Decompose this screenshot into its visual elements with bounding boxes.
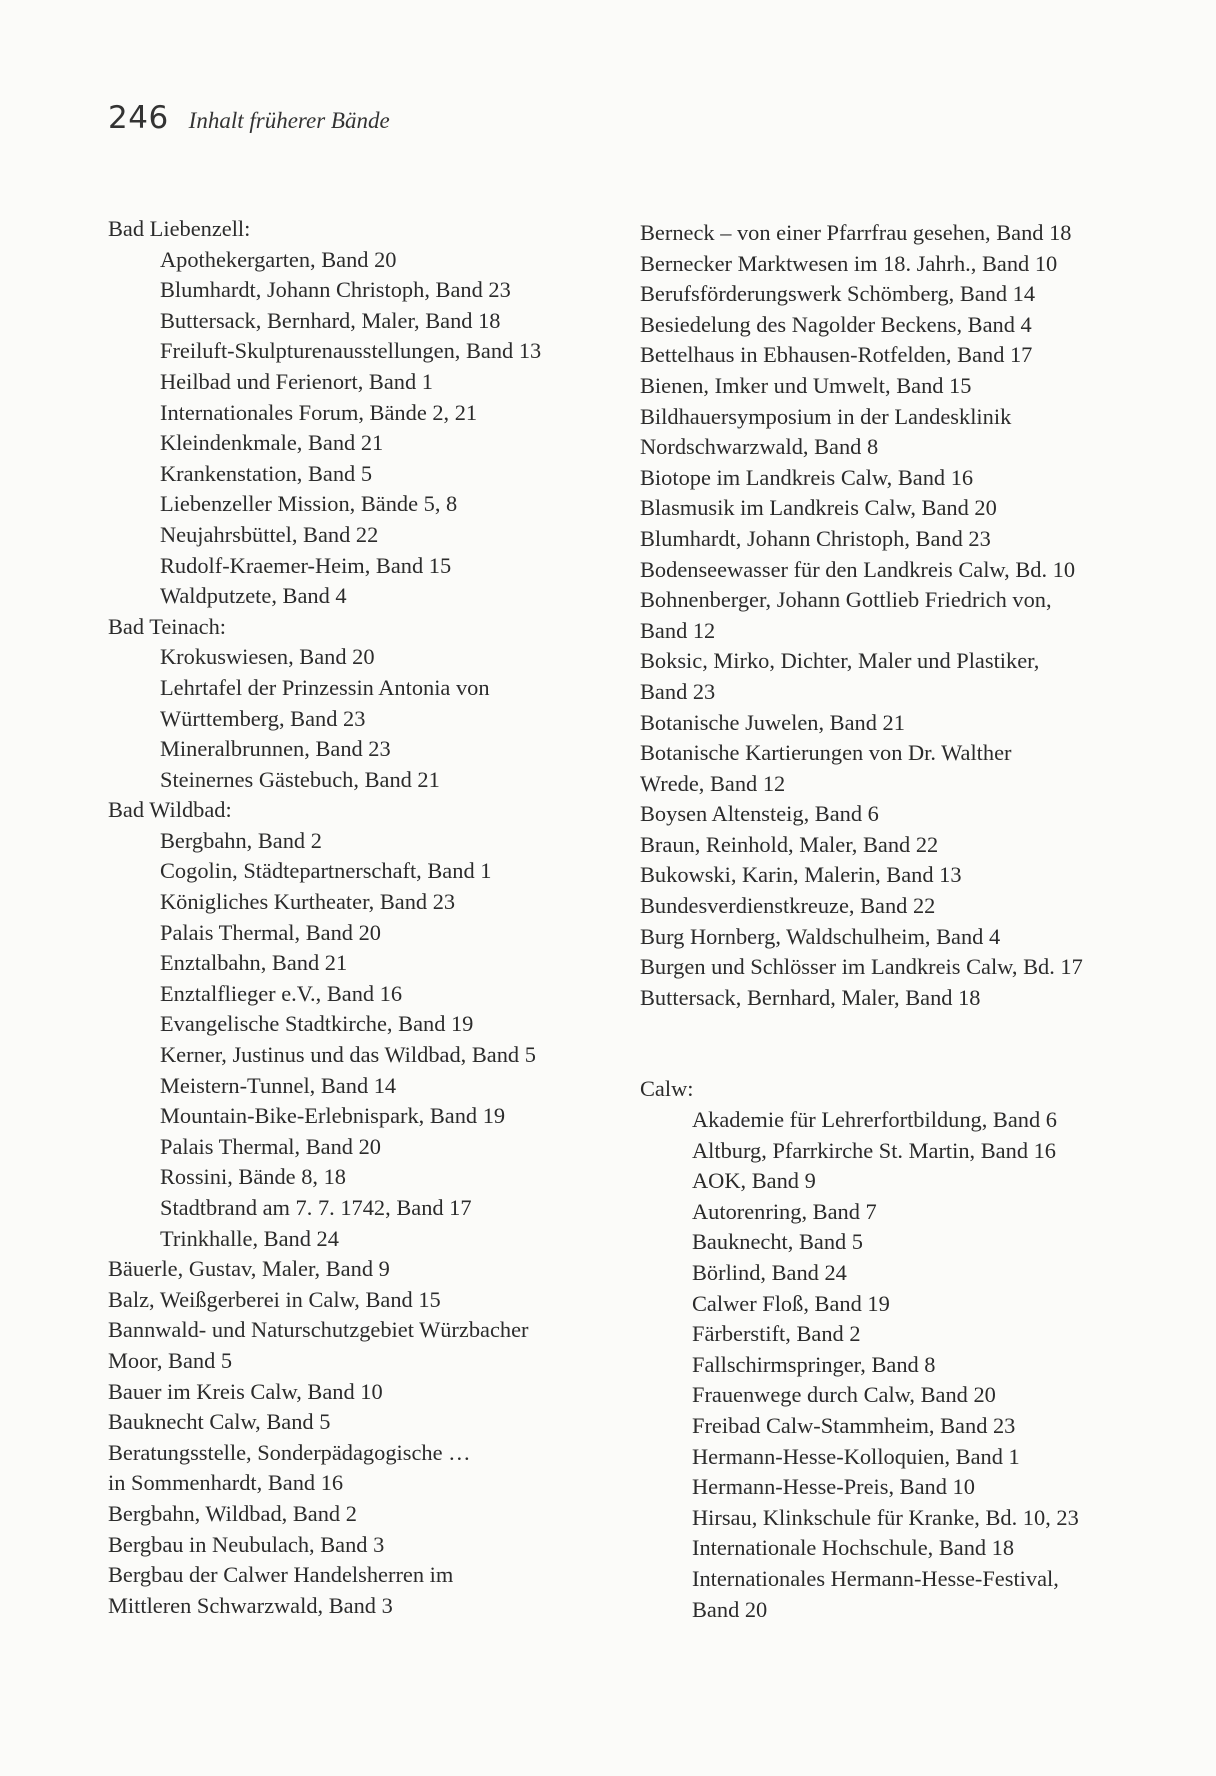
index-entry: Bukowski, Karin, Malerin, Band 13 (640, 862, 962, 888)
index-entry: Buttersack, Bernhard, Maler, Band 18 (640, 984, 981, 1010)
index-subentry: Färberstift, Band 2 (692, 1321, 861, 1347)
index-entry: Berneck – von einer Pfarrfrau gesehen, Band 18 (640, 220, 1072, 245)
index-subentry: Hermann-Hesse-Kolloquien, Band 1 (692, 1443, 1020, 1469)
index-entry: Biotope im Landkreis Calw, Band 16 (640, 464, 974, 490)
index-subentry: Autorenring, Band 7 (692, 1198, 877, 1224)
index-subentry: Cogolin, Städtepartnerschaft, Band 1 (160, 858, 492, 884)
index-entry: Burgen und Schlösser im Landkreis Calw, Bd. 17 (640, 954, 1083, 980)
index-subentry: Königliches Kurtheater, Band 23 (160, 889, 456, 915)
index-entry: Nordschwarzwald, Band 8 (640, 434, 879, 460)
running-title: Inhalt früherer Bände (188, 108, 390, 133)
index-entry: Bildhauersymposium in der Landesklinik (640, 403, 1012, 429)
index-subentry: Mountain-Bike-Erlebnispark, Band 19 (160, 1103, 506, 1129)
index-subentry: Krankenstation, Band 5 (160, 460, 373, 486)
index-entry: Bäuerle, Gustav, Maler, Band 9 (108, 1256, 390, 1282)
index-entry: Moor, Band 5 (108, 1347, 233, 1373)
index-entry: Wrede, Band 12 (640, 770, 786, 796)
right-index-column (640, 218, 1160, 1625)
index-subentry: Waldputzete, Band 4 (160, 583, 347, 609)
index-entry: Bannwald- und Naturschutzgebiet Würzbacher (108, 1317, 529, 1343)
index-subentry: Börlind, Band 24 (692, 1260, 847, 1285)
index-subentry: Bergbahn, Band 2 (160, 827, 322, 853)
index-entry: Band 23 (640, 678, 716, 704)
index-entry: Braun, Reinhold, Maler, Band 22 (640, 831, 939, 857)
index-entry: Bienen, Imker und Umwelt, Band 15 (640, 372, 972, 398)
index-subentry: Meistern-Tunnel, Band 14 (160, 1072, 397, 1098)
index-entry: Bergbau der Calwer Handelsherren im (108, 1562, 454, 1588)
index-subentry: Krokuswiesen, Band 20 (160, 644, 375, 670)
index-entry: in Sommenhardt, Band 16 (108, 1470, 344, 1496)
index-subentry: Enztalbahn, Band 21 (160, 950, 348, 976)
index-entry: Bad Liebenzell: (108, 216, 251, 241)
index-subentry: Kleindenkmale, Band 21 (160, 430, 384, 456)
index-entry: Balz, Weißgerberei in Calw, Band 15 (108, 1286, 441, 1312)
index-subentry: Akademie für Lehrerfortbildung, Band 6 (692, 1107, 1057, 1133)
index-entry: Bettelhaus in Ebhausen-Rotfelden, Band 17 (640, 342, 1033, 368)
index-subentry: Evangelische Stadtkirche, Band 19 (160, 1011, 474, 1037)
index-subentry: Enztalflieger e.V., Band 16 (160, 980, 403, 1006)
index-entry: Mittleren Schwarzwald, Band 3 (108, 1592, 393, 1618)
index-entry: Berufsförderungswerk Schömberg, Band 14 (640, 281, 1036, 307)
index-subentry: Trinkhalle, Band 24 (160, 1225, 339, 1251)
index-entry: Bergbau in Neubulach, Band 3 (108, 1531, 385, 1557)
index-entry: Bergbahn, Wildbad, Band 2 (108, 1500, 357, 1526)
index-subentry: Band 20 (692, 1596, 768, 1622)
index-subentry: Palais Thermal, Band 20 (160, 919, 381, 945)
left-index-column (108, 214, 608, 1621)
index-entry: Band 12 (640, 617, 716, 643)
index-subentry: Mineralbrunnen, Band 23 (160, 736, 391, 762)
index-subentry: Heilbad und Ferienort, Band 1 (160, 368, 433, 394)
index-entry: Bauer im Kreis Calw, Band 10 (108, 1378, 383, 1404)
index-subentry: Internationales Hermann-Hesse-Festival, (692, 1565, 1059, 1591)
index-entry: Besiedelung des Nagolder Beckens, Band 4 (640, 311, 1032, 337)
index-subentry: Internationales Forum, Bände 2, 21 (160, 399, 478, 425)
index-entry: Boysen Altensteig, Band 6 (640, 801, 879, 827)
index-subentry: Steinernes Gästebuch, Band 21 (160, 766, 440, 792)
index-subentry: AOK, Band 9 (692, 1168, 816, 1194)
index-entry: Blumhardt, Johann Christoph, Band 23 (640, 525, 991, 551)
index-entry: Blasmusik im Landkreis Calw, Band 20 (640, 495, 997, 521)
index-entry: Bad Wildbad: (108, 797, 232, 823)
index-entry: Bernecker Marktwesen im 18. Jahrh., Band 10 (640, 250, 1058, 276)
index-entry: Botanische Juwelen, Band 21 (640, 709, 905, 735)
index-entry: Beratungsstelle, Sonderpädagogische … (108, 1439, 471, 1465)
index-subentry: Rossini, Bände 8, 18 (160, 1164, 346, 1190)
index-subentry: Freibad Calw-Stammheim, Band 23 (692, 1412, 1016, 1438)
index-entry: Bohnenberger, Johann Gottlieb Friedrich von, (640, 587, 1052, 613)
index-subentry: Rudolf-Kraemer-Heim, Band 15 (160, 552, 452, 578)
index-subentry: Hirsau, Klinkschule für Kranke, Bd. 10, 23 (692, 1504, 1079, 1530)
index-subentry: Frauenwege durch Calw, Band 20 (692, 1382, 996, 1408)
index-entry: Burg Hornberg, Waldschulheim, Band 4 (640, 923, 1001, 949)
index-subentry: Kerner, Justinus und das Wildbad, Band 5 (160, 1042, 536, 1068)
index-subentry: Buttersack, Bernhard, Maler, Band 18 (160, 307, 501, 333)
index-subentry: Fallschirmspringer, Band 8 (692, 1351, 936, 1377)
index-subentry: Internationale Hochschule, Band 18 (692, 1535, 1015, 1561)
section-spacer (640, 1013, 1160, 1074)
index-entry: Boksic, Mirko, Dichter, Maler und Plastiker, (640, 648, 1040, 674)
page-number: 246 (108, 100, 169, 136)
index-entry: Bad Teinach: (108, 613, 227, 639)
index-subentry: Apothekergarten, Band 20 (160, 246, 397, 272)
index-subentry: Calwer Floß, Band 19 (692, 1290, 890, 1316)
index-entry: Botanische Kartierungen von Dr. Walther (640, 740, 1012, 766)
index-subentry: Liebenzeller Mission, Bände 5, 8 (160, 491, 458, 517)
index-subentry: Hermann-Hesse-Preis, Band 10 (692, 1474, 975, 1500)
index-entry: Calw: (640, 1076, 694, 1102)
index-subentry: Palais Thermal, Band 20 (160, 1133, 381, 1159)
index-subentry: Württemberg, Band 23 (160, 705, 366, 731)
page-header (108, 100, 390, 144)
index-subentry: Neujahrsbüttel, Band 22 (160, 521, 379, 547)
index-entry: Bundesverdienstkreuze, Band 22 (640, 893, 936, 919)
index-subentry: Freiluft-Skulpturenausstellungen, Band 13 (160, 338, 542, 364)
index-subentry: Stadtbrand am 7. 7. 1742, Band 17 (160, 1195, 472, 1220)
index-subentry: Blumhardt, Johann Christoph, Band 23 (160, 277, 511, 303)
index-subentry: Lehrtafel der Prinzessin Antonia von (160, 674, 490, 700)
index-subentry: Altburg, Pfarrkirche St. Martin, Band 16 (692, 1137, 1057, 1163)
index-entry: Bodenseewasser für den Landkreis Calw, Bd. 10 (640, 556, 1076, 582)
index-entry: Bauknecht Calw, Band 5 (108, 1409, 331, 1435)
index-subentry: Bauknecht, Band 5 (692, 1229, 864, 1255)
